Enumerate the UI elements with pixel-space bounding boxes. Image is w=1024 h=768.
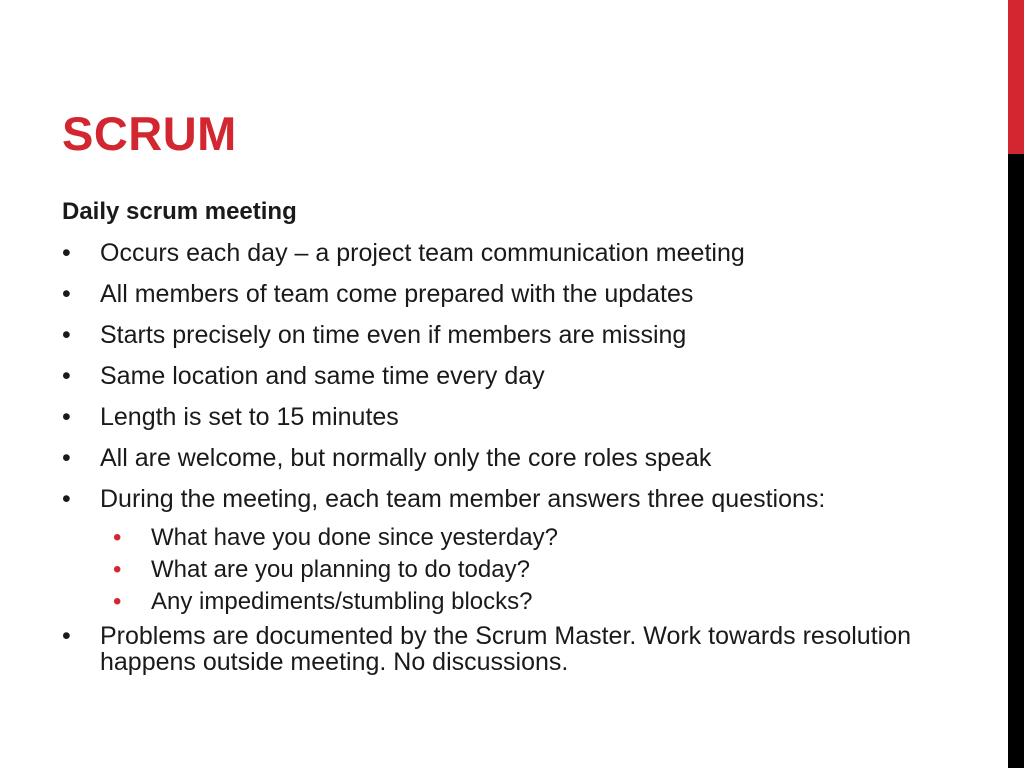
sub-bullet-text: What are you planning to do today? — [151, 556, 530, 583]
bullet-item — [62, 278, 982, 310]
bullet-text: All are welcome, but normally only the core roles speak — [100, 444, 712, 472]
bullet-text: Same location and same time every day — [100, 362, 545, 390]
bullet-text: All members of team come prepared with the updates — [100, 280, 694, 308]
accent-bar-black — [1008, 154, 1024, 768]
bullet-marker: • — [62, 362, 71, 390]
bullet-text: During the meeting, each team member answers three questions: — [100, 485, 826, 513]
sub-bullet-item — [62, 522, 982, 554]
bullet-marker: • — [62, 321, 71, 349]
sub-bullet-text: What have you done since yesterday? — [151, 524, 558, 551]
sub-bullet-item — [62, 554, 982, 586]
bullet-item — [62, 442, 982, 474]
bullet-item — [62, 483, 982, 618]
bullet-marker: • — [62, 403, 71, 431]
sub-bullet-item — [62, 586, 982, 618]
slide-title: SCRUM — [62, 107, 237, 160]
sub-bullet-text: Any impediments/stumbling blocks? — [151, 588, 533, 615]
bullet-text: Problems are documented by the Scrum Master. Work towards resolution happens outside meeting. No discussions. — [100, 622, 911, 676]
bullet-marker: • — [62, 485, 71, 513]
bullet-item — [62, 319, 982, 351]
bullet-text: Length is set to 15 minutes — [100, 403, 399, 431]
bullet-marker: • — [62, 280, 71, 308]
bullet-item — [62, 401, 982, 433]
bullet-list — [62, 237, 982, 675]
sub-bullet-marker: • — [113, 588, 122, 615]
bullet-marker: • — [62, 444, 71, 472]
bullet-item — [62, 623, 982, 675]
bullet-text: Starts precisely on time even if members are missing — [100, 321, 687, 349]
sub-bullet-marker: • — [113, 524, 122, 551]
bullet-item — [62, 360, 982, 392]
bullet-marker: • — [62, 622, 71, 650]
slide-body — [62, 196, 982, 675]
accent-bar-red — [1008, 0, 1024, 154]
sub-bullet-list — [62, 522, 982, 618]
bullet-text: Occurs each day – a project team communication meeting — [100, 239, 745, 267]
bullet-marker: • — [62, 239, 71, 267]
sub-bullet-marker: • — [113, 556, 122, 583]
subheading: Daily scrum meeting — [62, 198, 297, 225]
bullet-item — [62, 237, 982, 269]
